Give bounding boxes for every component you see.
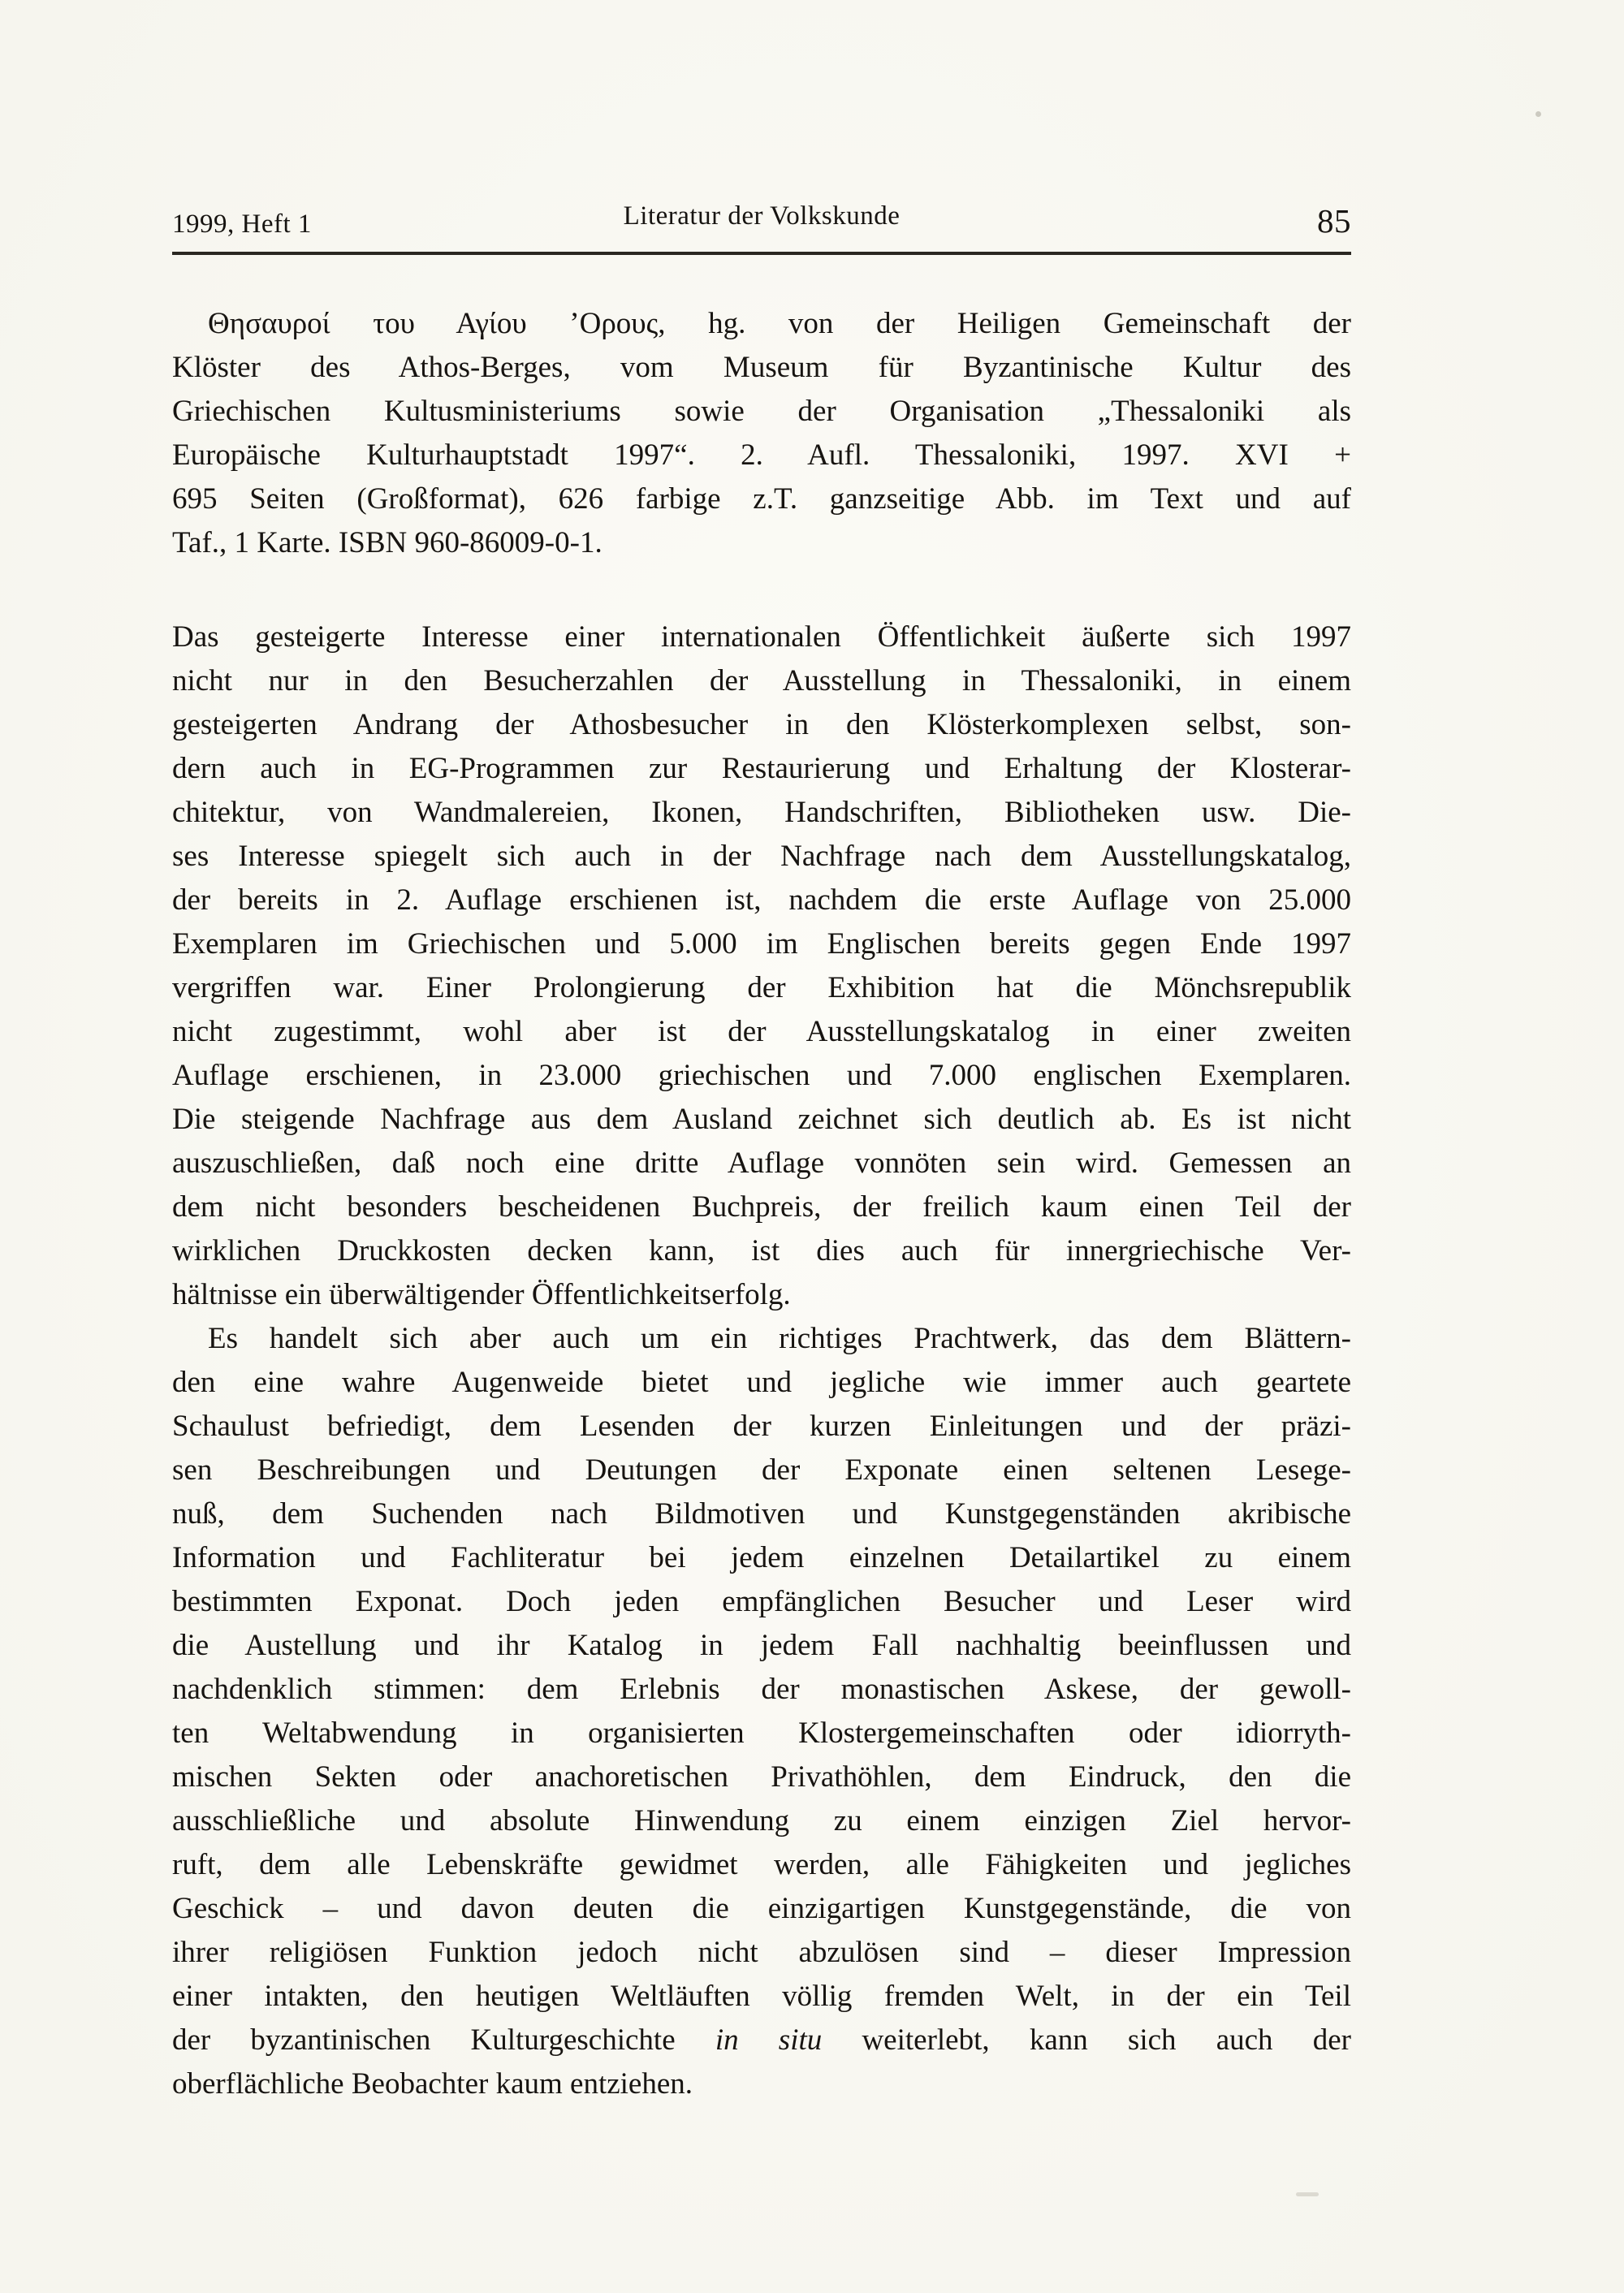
text-line: ruft, dem alle Lebenskräfte gewidmet werden, alle Fähigkeiten und jegliches (172, 1848, 1351, 1881)
text-line: ten Weltabwendung in organisierten Klostergemeinschaften oder idiorryth- (172, 1717, 1351, 1750)
text-line: nuß, dem Suchenden nach Bildmotiven und Kunstgegenständen akribische (172, 1497, 1351, 1531)
text-line: hältnisse ein überwältigender Öffentlichkeitserfolg. (172, 1278, 791, 1311)
text-line: oberflächliche Beobachter kaum entziehen. (172, 2067, 693, 2101)
text-line: chitektur, von Wandmalereien, Ikonen, Handschriften, Bibliotheken usw. Die- (172, 796, 1351, 829)
text-line: die Austellung und ihr Katalog in jedem Fall nachhaltig beeinflussen und (172, 1629, 1351, 1662)
scan-artifact (1535, 111, 1541, 117)
text-line: gesteigerten Andrang der Athosbesucher in den Klösterkomplexen selbst, son- (172, 708, 1351, 741)
text-line: wirklichen Druckkosten decken kann, ist dies auch für innergriechische Ver- (172, 1234, 1351, 1267)
text-line: mischen Sekten oder anachoretischen Privathöhlen, dem Eindruck, den die (172, 1760, 1351, 1794)
text-line: nicht zugestimmt, wohl aber ist der Ausstellungskatalog in einer zweiten (172, 1015, 1351, 1048)
text-line: nachdenklich stimmen: dem Erlebnis der monastischen Askese, der gewoll- (172, 1673, 1351, 1706)
text-line: dern auch in EG-Programmen zur Restaurierung und Erhaltung der Klosterar- (172, 752, 1351, 785)
text-line: Exemplaren im Griechischen und 5.000 im Englischen bereits gegen Ende 1997 (172, 927, 1351, 961)
text-line: einer intakten, den heutigen Weltläuften völlig fremden Welt, in der ein Teil (172, 1980, 1351, 2013)
text-line: den eine wahre Augenweide bietet und jegliche wie immer auch geartete (172, 1366, 1351, 1399)
body-paragraph (172, 1317, 1351, 2106)
text-line: Auflage erschienen, in 23.000 griechischen und 7.000 englischen Exemplaren. (172, 1059, 1351, 1092)
text-line: 695 Seiten (Großformat), 626 farbige z.T. ganzseitige Abb. im Text und auf (172, 482, 1351, 516)
text-line: Das gesteigerte Interesse einer internationalen Öffentlichkeit äußerte sich 1997 (172, 620, 1351, 654)
header-journal-title: Literatur der Volkskunde (623, 201, 901, 231)
text-line: Information und Fachliteratur bei jedem einzelnen Detailartikel zu einem (172, 1541, 1351, 1574)
scan-artifact (1296, 2192, 1319, 2196)
text-line: dem nicht besonders bescheidenen Buchpreis, der freilich kaum einen Teil der (172, 1190, 1351, 1224)
running-header (172, 201, 1351, 240)
text-line: ses Interesse spiegelt sich auch in der Nachfrage nach dem Ausstellungskatalog, (172, 840, 1351, 873)
text-block (172, 201, 1351, 2106)
text-line: Geschick – und davon deuten die einzigartigen Kunstgegenstände, die von (172, 1892, 1351, 1925)
text-line: Θησαυροί του Αγίου ’Ορους, hg. von der Heiligen Gemeinschaft der (208, 307, 1351, 340)
text-line: Die steigende Nachfrage aus dem Ausland zeichnet sich deutlich ab. Es ist nicht (172, 1103, 1351, 1136)
text-line: auszuschließen, daß noch eine dritte Auflage vonnöten sein wird. Gemessen an (172, 1146, 1351, 1180)
text-line: vergriffen war. Einer Prolongierung der Exhibition hat die Mönchsrepublik (172, 971, 1351, 1004)
text-line: Taf., 1 Karte. ISBN 960-86009-0-1. (172, 526, 603, 559)
text-line: Europäische Kulturhauptstadt 1997“. 2. Aufl. Thessaloniki, 1997. XVI + (172, 438, 1351, 472)
text-line: Es handelt sich aber auch um ein richtiges Prachtwerk, das dem Blättern- (208, 1322, 1351, 1355)
text-line: Griechischen Kultusministeriums sowie der Organisation „Thessaloniki als (172, 395, 1351, 428)
body-paragraph (172, 615, 1351, 1317)
text-line: der byzantinischen Kulturgeschichte in situ weiterlebt, kann sich auch der (172, 2023, 1351, 2057)
text-line: bestimmten Exponat. Doch jeden empfänglichen Besucher und Leser wird (172, 1585, 1351, 1618)
text-line: ihrer religiösen Funktion jedoch nicht abzulösen sind – dieser Impression (172, 1936, 1351, 1969)
text-line: Schaulust befriedigt, dem Lesenden der kurzen Einleitungen und der präzi- (172, 1410, 1351, 1443)
text-line: nicht nur in den Besucherzahlen der Ausstellung in Thessaloniki, in einem (172, 664, 1351, 697)
header-page-number: 85 (1317, 202, 1351, 240)
text-line: der bereits in 2. Auflage erschienen ist, nachdem die erste Auflage von 25.000 (172, 883, 1351, 917)
text-line: Klöster des Athos-Berges, vom Museum für Byzantinische Kultur des (172, 351, 1351, 384)
header-issue: 1999, Heft 1 (172, 209, 312, 239)
text-line: sen Beschreibungen und Deutungen der Exponate einen seltenen Lesege- (172, 1453, 1351, 1487)
text-line: ausschließliche und absolute Hinwendung zu einem einzigen Ziel hervor- (172, 1804, 1351, 1837)
header-rule (172, 252, 1351, 255)
article-body (172, 302, 1351, 2106)
body-paragraph (172, 302, 1351, 565)
